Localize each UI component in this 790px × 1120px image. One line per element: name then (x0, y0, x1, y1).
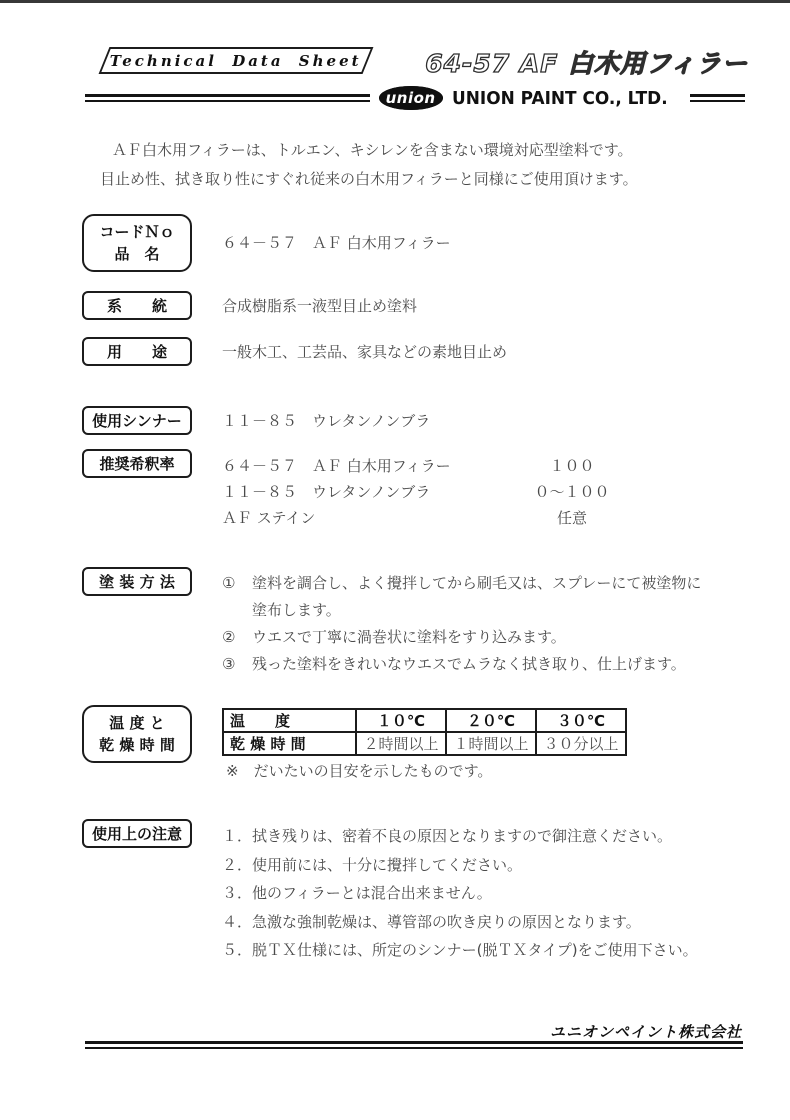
union-logo-icon (379, 86, 443, 110)
step-number: ② (222, 628, 236, 646)
precautions-list (222, 822, 698, 965)
product-title: 64-57 AF 白木用フィラー (425, 49, 748, 78)
intro-line-1: ＡＦ白木用フィラーは、トルエン、キシレンを含まない環境対応型塗料です。 (112, 141, 633, 159)
code-name-value: ６４－５７ ＡＦ 白木用フィラー (222, 234, 451, 252)
table-time-20: １時間以上 (446, 732, 536, 755)
tag-code-name (82, 214, 192, 272)
dilution-product: １１－８５ ウレタンノンブラ (222, 482, 431, 501)
tag-usage: 用 途 (82, 337, 192, 366)
table-time-10: ２時間以上 (356, 732, 446, 755)
table-header-temperature: 温 度 (223, 709, 356, 732)
footer-rule (85, 1041, 743, 1049)
dilution-row (222, 478, 627, 504)
step-text: ウエスで丁寧に渦巻状に塗料をすり込みます。 (252, 628, 566, 646)
tag-code-name-line2: 品 名 (114, 245, 160, 263)
precaution-item: ３．他のフィラーとは混合出来ません。 (222, 884, 492, 902)
application-step (222, 651, 707, 678)
dilution-ratio: ０～１００ (534, 482, 610, 501)
step-text: 塗料を調合し、よく攪拌してから刷毛又は、スプレーにて被塗物に塗布します。 (252, 574, 702, 619)
tag-temperature-line2: 乾 燥 時 間 (99, 736, 175, 754)
application-steps (222, 570, 707, 678)
union-logo-text: union (385, 89, 436, 107)
tag-thinner: 使用シンナー (82, 406, 192, 435)
page-top-edge (0, 0, 790, 3)
tag-code-name-line1: コードＮｏ (99, 223, 175, 241)
precaution-item: ５．脱ＴＸ仕様には、所定のシンナー(脱ＴＸタイプ)をご使用下さい。 (222, 941, 698, 959)
footer-company-name: ユニオンペイント株式会社 (549, 1023, 742, 1041)
dilution-row (222, 452, 627, 478)
table-temp-10: １０℃ (356, 709, 446, 732)
dilution-product: ６４－５７ ＡＦ 白木用フィラー (222, 456, 451, 475)
drying-time-note: ※ だいたいの目安を示したものです。 (226, 762, 493, 780)
header-rule-right (690, 94, 745, 102)
tag-temperature-drying (82, 705, 192, 763)
table-temp-30: ３０℃ (536, 709, 626, 732)
usage-value: 一般木工、工芸品、家具などの素地目止め (222, 343, 508, 361)
tag-temperature-line1: 温 度 と (109, 714, 165, 732)
system-value: 合成樹脂系一液型目止め塗料 (222, 297, 418, 315)
precaution-item: ２．使用前には、十分に攪拌してください。 (222, 855, 523, 874)
company-name-en: UNION PAINT CO., LTD. (451, 87, 668, 109)
intro-line-2: 目止め性、拭き取り性にすぐれ従来の白木用フィラーと同様にご使用頂けます。 (100, 170, 638, 188)
intro-paragraph (100, 136, 638, 194)
step-number: ① (222, 574, 236, 592)
brand-row (85, 86, 745, 110)
tag-system: 系 統 (82, 291, 192, 320)
dilution-product: ＡＦ ステイン (222, 508, 316, 527)
precaution-item: ４．急激な強制乾燥は、導管部の吹き戻りの原因となります。 (222, 912, 641, 931)
tag-precautions: 使用上の注意 (82, 819, 192, 848)
dilution-ratio: １００ (549, 456, 595, 475)
table-temp-20: ２０℃ (446, 709, 536, 732)
application-step (222, 624, 707, 651)
dilution-list (222, 452, 627, 530)
dilution-ratio: 任意 (556, 508, 587, 527)
tag-application-method: 塗 装 方 法 (82, 567, 192, 596)
table-time-30: ３０分以上 (536, 732, 626, 755)
precaution-item: １．拭き残りは、密着不良の原因となりますので御注意ください。 (222, 827, 673, 845)
step-number: ③ (222, 655, 236, 673)
tds-banner (99, 47, 374, 74)
tag-dilution: 推奨希釈率 (82, 449, 192, 478)
thinner-value: １１－８５ ウレタンノンブラ (222, 412, 431, 430)
tds-banner-label: Technical Data Sheet (110, 51, 362, 70)
table-header-drying-time: 乾 燥 時 間 (223, 732, 356, 755)
step-text: 残った塗料をきれいなウエスでムラなく拭き取り、仕上げます。 (252, 655, 686, 673)
header-rule-left (85, 94, 370, 102)
application-step (222, 570, 707, 624)
table-row (223, 732, 626, 755)
drying-time-table (222, 708, 627, 756)
table-row (223, 709, 626, 732)
dilution-row (222, 504, 627, 530)
